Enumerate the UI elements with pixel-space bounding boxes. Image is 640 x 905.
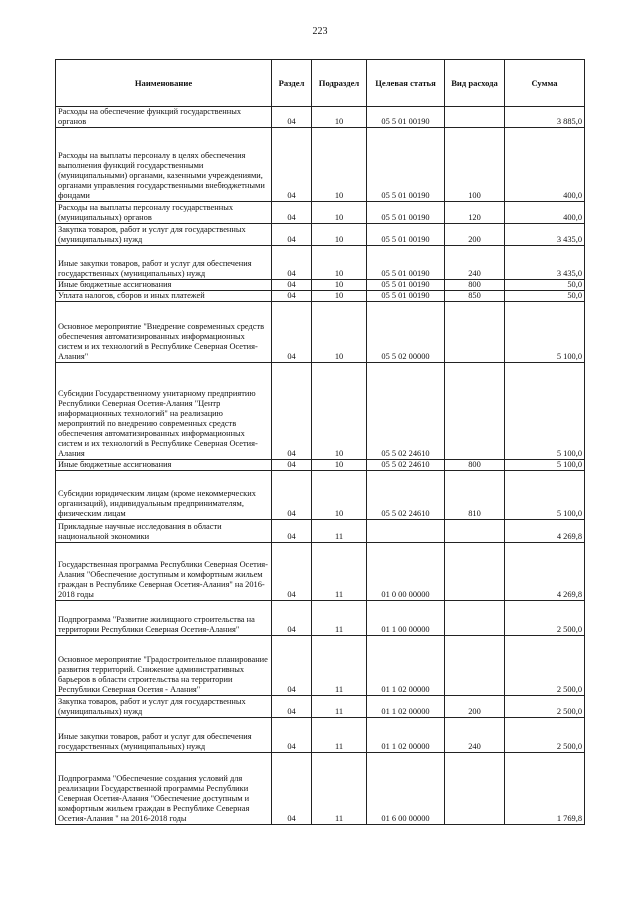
row-vid — [445, 601, 505, 636]
row-vid: 100 — [445, 128, 505, 202]
row-podrazdel: 10 — [312, 280, 367, 291]
column-header-statya: Целевая статья — [367, 60, 445, 107]
row-summa: 4 269,8 — [505, 543, 585, 601]
row-podrazdel: 11 — [312, 718, 367, 753]
row-podrazdel: 11 — [312, 696, 367, 718]
row-statya: 05 5 01 00190 — [367, 128, 445, 202]
row-vid — [445, 302, 505, 363]
row-name: Подпрограмма "Развитие жилищного строительства на территории Республики Северная Осетия-Алания" — [56, 601, 272, 636]
row-summa: 5 100,0 — [505, 460, 585, 471]
row-vid — [445, 753, 505, 825]
row-razdel: 04 — [272, 471, 312, 520]
row-summa: 4 269,8 — [505, 520, 585, 543]
table-row — [56, 246, 585, 280]
row-statya: 05 5 02 00000 — [367, 302, 445, 363]
row-podrazdel: 11 — [312, 520, 367, 543]
table-row — [56, 302, 585, 363]
row-summa: 50,0 — [505, 280, 585, 291]
row-statya: 05 5 01 00190 — [367, 280, 445, 291]
row-statya: 05 5 01 00190 — [367, 291, 445, 302]
row-razdel: 04 — [272, 460, 312, 471]
budget-table — [55, 59, 585, 825]
row-vid — [445, 636, 505, 696]
row-statya: 05 5 01 00190 — [367, 107, 445, 128]
row-name: Иные бюджетные ассигнования — [56, 460, 272, 471]
row-statya: 05 5 02 24610 — [367, 363, 445, 460]
table-row — [56, 128, 585, 202]
row-name: Иные бюджетные ассигнования — [56, 280, 272, 291]
row-razdel: 04 — [272, 636, 312, 696]
row-name: Расходы на обеспечение функций государственных органов — [56, 107, 272, 128]
row-statya: 05 5 02 24610 — [367, 471, 445, 520]
column-header-podrazdel: Подраздел — [312, 60, 367, 107]
row-vid: 200 — [445, 224, 505, 246]
table-row — [56, 224, 585, 246]
row-name: Прикладные научные исследования в области национальной экономики — [56, 520, 272, 543]
row-summa: 5 100,0 — [505, 363, 585, 460]
row-razdel: 04 — [272, 718, 312, 753]
row-vid — [445, 107, 505, 128]
row-razdel: 04 — [272, 107, 312, 128]
row-podrazdel: 10 — [312, 246, 367, 280]
row-podrazdel: 10 — [312, 302, 367, 363]
row-podrazdel: 10 — [312, 107, 367, 128]
row-summa: 5 100,0 — [505, 302, 585, 363]
table-row — [56, 202, 585, 224]
row-name: Субсидии Государственному унитарному предприятию Республики Северная Осетия-Алания "Центр информационных технологий" на реализацию мероприятий по внедрению современных средств обеспечения автоматизированных информационных систем и их технологий в Республике Северная Осетия-Алания — [56, 363, 272, 460]
row-summa: 50,0 — [505, 291, 585, 302]
row-summa: 3 885,0 — [505, 107, 585, 128]
table-row — [56, 543, 585, 601]
table-row — [56, 753, 585, 825]
table-row — [56, 471, 585, 520]
row-podrazdel: 10 — [312, 202, 367, 224]
row-summa: 400,0 — [505, 128, 585, 202]
row-statya: 01 0 00 00000 — [367, 543, 445, 601]
row-vid: 240 — [445, 246, 505, 280]
row-summa: 3 435,0 — [505, 246, 585, 280]
row-statya: 05 5 01 00190 — [367, 246, 445, 280]
row-statya: 01 1 02 00000 — [367, 718, 445, 753]
row-name: Иные закупки товаров, работ и услуг для обеспечения государственных (муниципальных) нужд — [56, 718, 272, 753]
row-name: Уплата налогов, сборов и иных платежей — [56, 291, 272, 302]
row-vid — [445, 543, 505, 601]
row-razdel: 04 — [272, 280, 312, 291]
row-name: Субсидии юридическим лицам (кроме некоммерческих организаций), индивидуальным предпринимателям, физическим лицам — [56, 471, 272, 520]
row-statya: 01 6 00 00000 — [367, 753, 445, 825]
table-row — [56, 280, 585, 291]
row-name: Расходы на выплаты персоналу государственных (муниципальных) органов — [56, 202, 272, 224]
column-header-vid: Вид расхода — [445, 60, 505, 107]
row-summa: 5 100,0 — [505, 471, 585, 520]
row-statya: 01 1 02 00000 — [367, 636, 445, 696]
row-vid — [445, 363, 505, 460]
row-name: Расходы на выплаты персоналу в целях обеспечения выполнения функций государственными (муниципальными) органами, казенными учреждениями, органами управления государственными внебюджетными фондами — [56, 128, 272, 202]
row-razdel: 04 — [272, 520, 312, 543]
table-header-row — [56, 60, 585, 107]
column-header-summa: Сумма — [505, 60, 585, 107]
row-vid: 850 — [445, 291, 505, 302]
row-statya: 01 1 00 00000 — [367, 601, 445, 636]
row-summa: 1 769,8 — [505, 753, 585, 825]
row-name: Закупка товаров, работ и услуг для государственных (муниципальных) нужд — [56, 224, 272, 246]
row-podrazdel: 10 — [312, 224, 367, 246]
table-row — [56, 696, 585, 718]
row-name: Основное мероприятие "Градостроительное планирование развития территорий. Снижение административных барьеров в области строительства на территории Республики Северная Осетия - Алания" — [56, 636, 272, 696]
row-statya — [367, 520, 445, 543]
row-summa: 2 500,0 — [505, 696, 585, 718]
row-summa: 2 500,0 — [505, 636, 585, 696]
row-vid: 800 — [445, 280, 505, 291]
page-number: 223 — [312, 26, 328, 37]
row-podrazdel: 11 — [312, 543, 367, 601]
row-razdel: 04 — [272, 202, 312, 224]
row-vid: 240 — [445, 718, 505, 753]
table-row — [56, 291, 585, 302]
row-razdel: 04 — [272, 291, 312, 302]
row-name: Подпрограмма "Обеспечение создания условий для реализации Государственной программы Республики Северная Осетия-Алания "Обеспечение доступным и комфортным жильем граждан в Республике Северная Осетия-Алания " на 2016-2018 годы — [56, 753, 272, 825]
row-summa: 3 435,0 — [505, 224, 585, 246]
row-podrazdel: 10 — [312, 363, 367, 460]
row-razdel: 04 — [272, 246, 312, 280]
table-row — [56, 363, 585, 460]
row-podrazdel: 10 — [312, 291, 367, 302]
row-name: Иные закупки товаров, работ и услуг для обеспечения государственных (муниципальных) нужд — [56, 246, 272, 280]
row-vid: 800 — [445, 460, 505, 471]
table-row — [56, 601, 585, 636]
column-header-razdel: Раздел — [272, 60, 312, 107]
row-vid: 200 — [445, 696, 505, 718]
row-vid: 810 — [445, 471, 505, 520]
row-statya: 05 5 01 00190 — [367, 224, 445, 246]
row-podrazdel: 11 — [312, 753, 367, 825]
row-podrazdel: 10 — [312, 471, 367, 520]
table-row — [56, 636, 585, 696]
table-row — [56, 107, 585, 128]
row-razdel: 04 — [272, 363, 312, 460]
row-razdel: 04 — [272, 224, 312, 246]
row-podrazdel: 11 — [312, 636, 367, 696]
row-podrazdel: 10 — [312, 460, 367, 471]
row-razdel: 04 — [272, 543, 312, 601]
row-podrazdel: 11 — [312, 601, 367, 636]
row-vid — [445, 520, 505, 543]
row-summa: 2 500,0 — [505, 601, 585, 636]
row-podrazdel: 10 — [312, 128, 367, 202]
row-statya: 05 5 02 24610 — [367, 460, 445, 471]
row-summa: 2 500,0 — [505, 718, 585, 753]
row-razdel: 04 — [272, 128, 312, 202]
table-row — [56, 718, 585, 753]
row-razdel: 04 — [272, 601, 312, 636]
row-razdel: 04 — [272, 696, 312, 718]
row-vid: 120 — [445, 202, 505, 224]
row-razdel: 04 — [272, 753, 312, 825]
row-summa: 400,0 — [505, 202, 585, 224]
row-name: Государственная программа Республики Северная Осетия-Алания "Обеспечение доступным и комфортным жильем граждан в Республике Северная Осетия-Алания" на 2016-2018 годы — [56, 543, 272, 601]
row-statya: 05 5 01 00190 — [367, 202, 445, 224]
table-row — [56, 520, 585, 543]
row-name: Основное мероприятие "Внедрение современных средств обеспечения автоматизированных информационных систем и их технологий в Республике Северная Осетия-Алания" — [56, 302, 272, 363]
row-name: Закупка товаров, работ и услуг для государственных (муниципальных) нужд — [56, 696, 272, 718]
column-header-name: Наименование — [56, 60, 272, 107]
row-razdel: 04 — [272, 302, 312, 363]
table-row — [56, 460, 585, 471]
row-statya: 01 1 02 00000 — [367, 696, 445, 718]
